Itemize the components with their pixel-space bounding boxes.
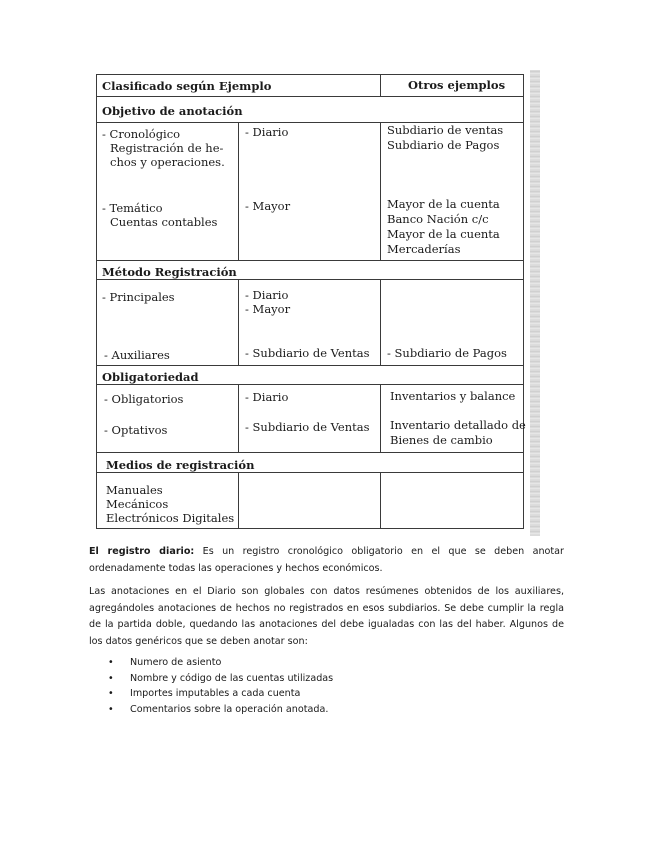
objective-thematic-label-1: - Temático <box>102 201 163 215</box>
objective-chrono-other-1: Subdiario de ventas <box>387 123 504 137</box>
objective-thematic-other-1: Mayor de la cuenta <box>387 197 500 211</box>
generic-data-list <box>108 655 333 717</box>
table-border-bottom <box>96 528 524 529</box>
table-divider-method-1 <box>238 279 239 365</box>
table-divider-obligation-2 <box>380 384 381 452</box>
obligation-optional-other-2: Bienes de cambio <box>390 433 493 447</box>
table-border-right <box>523 74 524 529</box>
obligation-optional-other-1: Inventario detallado de <box>390 418 526 432</box>
table-divider-media-2 <box>380 472 381 528</box>
list-item: • Comentarios sobre la operación anotada. <box>108 702 333 718</box>
method-main-example-1: - Diario <box>245 288 289 302</box>
table-rule-media <box>96 472 524 473</box>
objective-chrono-example: - Diario <box>245 125 289 139</box>
objective-thematic-label-2: Cuentas contables <box>110 215 218 229</box>
section-title-objective: Objetivo de anotación <box>102 104 243 118</box>
paragraph-diario-details: Las anotaciones en el Diario son globales con datos resúmenes obtenidos de los auxiliares, agregándoles anotaciones de hechos no registrados en esos subdiarios. Se debe cumplir la regla de la partida doble, quedando las anotaciones del debe igualadas con las del haber. Algunos de los datos genéricos que se deben anotar son: <box>89 586 564 647</box>
table-border-left <box>96 74 97 529</box>
table-divider-objective-2 <box>380 122 381 260</box>
table-divider-objective-1 <box>238 122 239 260</box>
obligation-optional-label: - Optativos <box>104 423 168 437</box>
media-item-3: Electrónicos Digitales <box>106 511 235 525</box>
list-item: • Numero de asiento <box>108 655 333 671</box>
paragraph-diario-term: El registro diario: <box>89 546 195 557</box>
table-divider-obligation-1 <box>238 384 239 452</box>
list-item: • Importes imputables a cada cuenta <box>108 686 333 702</box>
obligation-mandatory-other: Inventarios y balance <box>390 389 516 403</box>
table-rule-method-top <box>96 260 524 261</box>
paragraph-diario-definition <box>89 544 564 577</box>
objective-chrono-label-2: Registración de he- <box>110 141 224 155</box>
header-classified: Clasificado según Ejemplo <box>102 79 272 93</box>
media-item-1: Manuales <box>106 483 163 497</box>
objective-chrono-label-3: chos y operaciones. <box>110 155 225 169</box>
method-main-example-2: - Mayor <box>245 302 291 316</box>
section-title-media: Medios de registración <box>106 458 255 472</box>
table-rule-header <box>96 96 524 97</box>
objective-chrono-other-2: Subdiario de Pagos <box>387 138 500 152</box>
header-other-examples: Otros ejemplos <box>408 78 506 92</box>
classification-table <box>96 74 524 530</box>
section-title-method: Método Registración <box>102 265 237 279</box>
table-border-top <box>96 74 524 75</box>
objective-thematic-example: - Mayor <box>245 199 291 213</box>
list-item: • Nombre y código de las cuentas utilizadas <box>108 671 333 687</box>
objective-thematic-other-4: Mercaderías <box>387 242 461 256</box>
table-rule-obligation-top <box>96 365 524 366</box>
table-rule-method <box>96 279 524 280</box>
obligation-mandatory-example: - Diario <box>245 390 289 404</box>
table-rule-media-top <box>96 452 524 453</box>
table-rule-obligation <box>96 384 524 385</box>
obligation-optional-example: - Subdiario de Ventas <box>245 420 370 434</box>
table-divider-method-2 <box>380 279 381 365</box>
table-divider-header <box>380 74 381 97</box>
method-aux-other: - Subdiario de Pagos <box>387 346 507 360</box>
paragraph-diario-body: Es un registro cronológico obligatorio en el que se deben anotar ordenadamente todas las operaciones y hechos económicos. <box>89 546 564 574</box>
method-main-label: - Principales <box>102 290 175 304</box>
section-title-obligation: Obligatoriedad <box>102 370 199 384</box>
objective-chrono-label-1: - Cronológico <box>102 127 181 141</box>
method-aux-label: - Auxiliares <box>104 348 170 362</box>
method-aux-example: - Subdiario de Ventas <box>245 346 370 360</box>
objective-thematic-other-2: Banco Nación c/c <box>387 212 489 226</box>
scan-edge-texture <box>530 70 540 536</box>
table-divider-media-1 <box>238 472 239 528</box>
obligation-mandatory-label: - Obligatorios <box>104 392 184 406</box>
media-item-2: Mecánicos <box>106 497 169 511</box>
objective-thematic-other-3: Mayor de la cuenta <box>387 227 500 241</box>
